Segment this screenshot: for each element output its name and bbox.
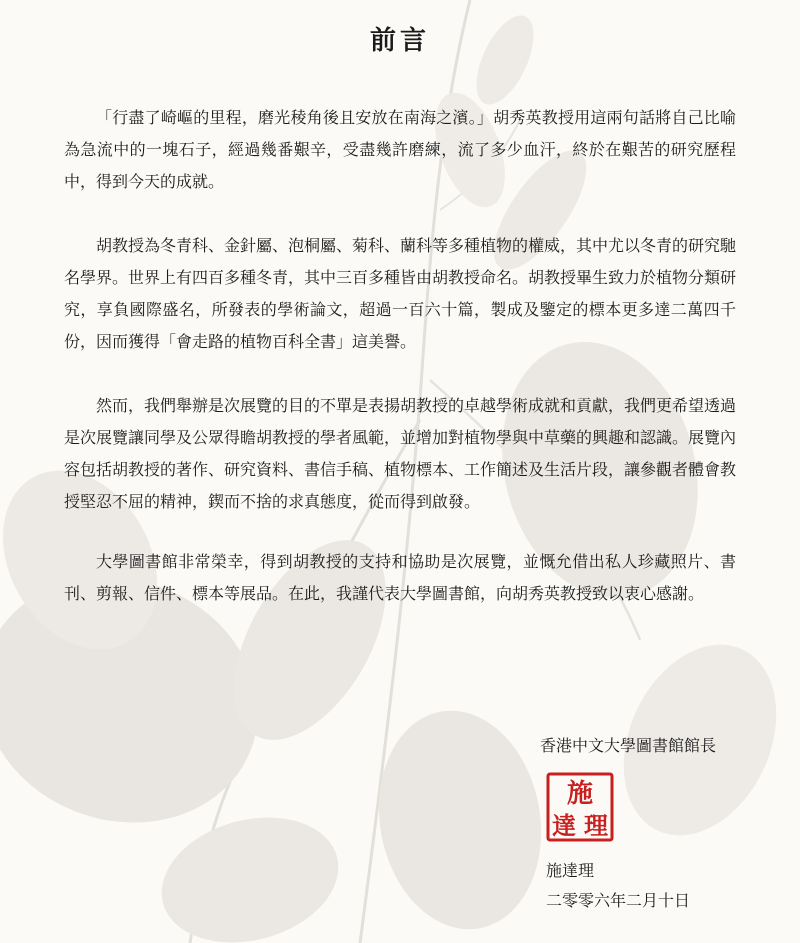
seal-char-shi: 施 — [566, 779, 594, 809]
paragraph-3: 然而，我們舉辦是次展覽的目的不單是表揚胡教授的卓越學術成就和貢獻，我們更希望透過是次展覽讓同學及公眾得瞻胡教授的學者風範，並增加對植物學與中草藥的興趣和認識。展覽內容包括胡教授的著作、研究資料、書信手稿、植物標本、工作簡述及生活片段，讓參觀者體會教授堅忍不屈的精神，鍥而不捨的求真態度，從而得到啟發。 — [64, 396, 737, 511]
seal-stamp — [546, 772, 614, 842]
signer-name: 施達理 — [546, 861, 595, 880]
paragraph-1: 「行盡了崎嶇的里程，磨光稜角後且安放在南海之濱。」胡秀英教授用這兩句話將自己比喻為急流中的一塊石子，經過幾番艱辛，受盡幾許磨練，流了多少血汗，終於在艱苦的研究歷程中，得到今天的成就。 — [64, 108, 736, 191]
seal-char-li: 理 — [584, 811, 608, 840]
paragraph-2: 胡教授為冬青科、金針屬、泡桐屬、菊科、蘭科等多種植物的權威，其中尤以冬青的研究馳名學界。世界上有四百多種冬青，其中三百多種皆由胡教授命名。胡教授畢生致力於植物分類研究，享負國際盛名，所發表的學術論文，超過一百六十篇，製成及鑒定的標本更多達二萬四千份，因而獲得「會走路的植物百科全書」這美譽。 — [64, 236, 737, 351]
paragraph-4: 大學圖書館非常榮幸，得到胡教授的支持和協助是次展覽，並慨允借出私人珍藏照片、書刊、剪報、信件、標本等展品。在此，我謹代表大學圖書館，向胡秀英教授致以衷心感謝。 — [64, 552, 736, 603]
page-title: 前言 — [369, 26, 430, 56]
seal-char-da: 達 — [552, 811, 576, 840]
sign-date: 二零零六年二月十日 — [546, 891, 691, 910]
signer-title: 香港中文大學圖書館館長 — [540, 736, 717, 755]
